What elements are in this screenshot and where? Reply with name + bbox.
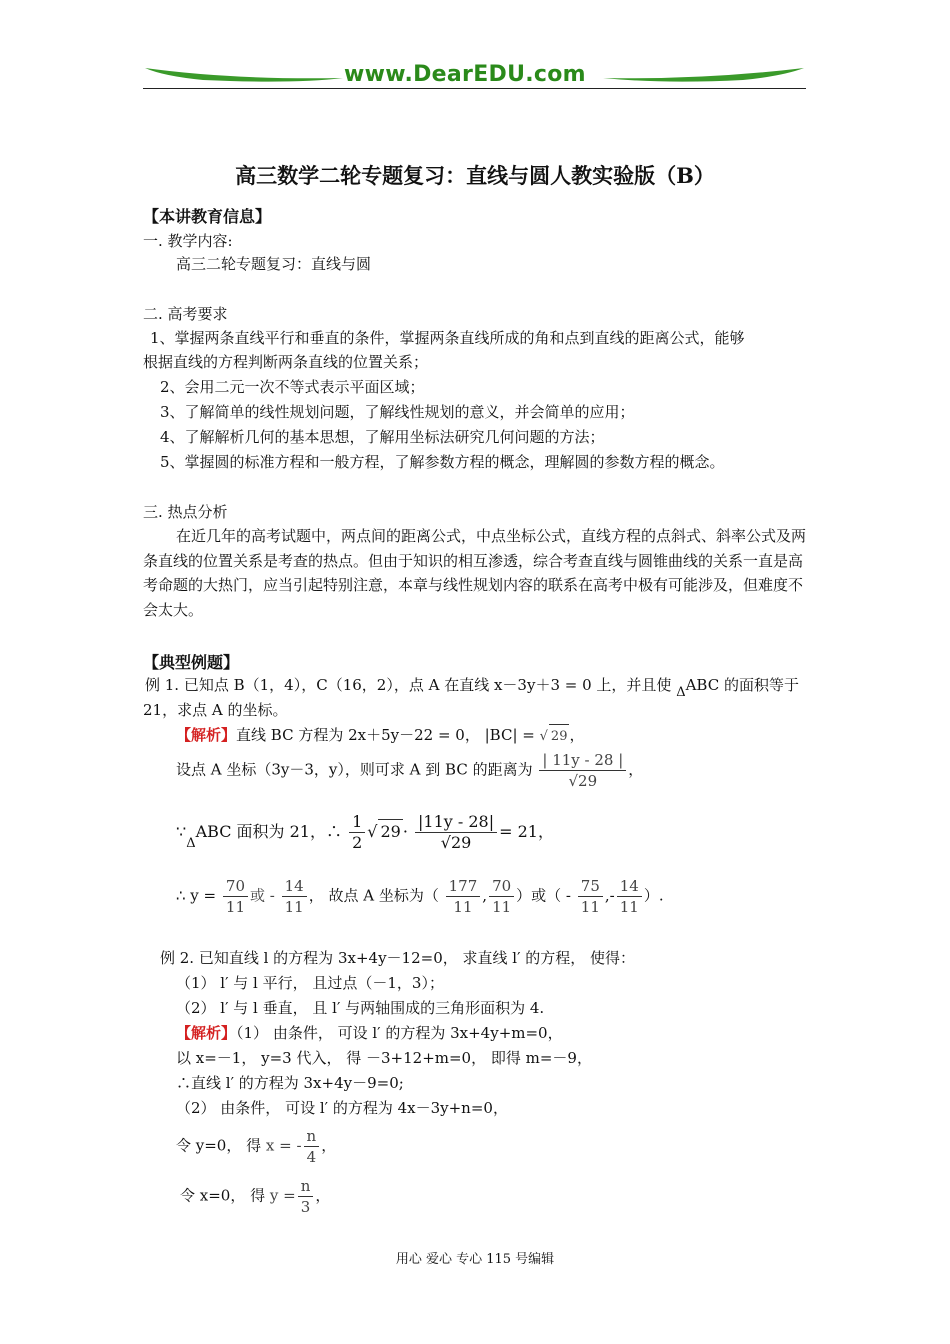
fraction-denominator: 11 bbox=[225, 898, 245, 916]
page-title: 高三数学二轮专题复习：直线与圆人教实验版（B） bbox=[235, 163, 715, 188]
fraction-14-11-b bbox=[617, 876, 642, 917]
ex2-sol6-text: 令 x=0， 得 bbox=[180, 1186, 266, 1205]
fraction-14-11 bbox=[282, 876, 307, 917]
ex2-sol5-end: ， bbox=[321, 1136, 337, 1155]
fraction-denominator: 3 bbox=[300, 1198, 311, 1216]
ex2-sol5-text: 令 y=0， 得 bbox=[176, 1136, 262, 1155]
ex2-sol2: 以 x=－1， y=3 代入， 得 －3+12+m=0， 即得 m=－9， bbox=[176, 1049, 592, 1067]
ex1-sol4-end: ）. bbox=[643, 886, 664, 905]
solution-label-2: 【解析】 bbox=[176, 1024, 237, 1042]
half-fraction bbox=[349, 812, 365, 853]
ex1-area-fraction bbox=[415, 812, 497, 853]
ex1-sol3-end: = 21， bbox=[499, 822, 554, 841]
fraction-numerator: n bbox=[298, 1176, 314, 1197]
ex2-sol1 bbox=[176, 1021, 563, 1045]
ex1-line1b-text: ABC 的面积等于 bbox=[685, 676, 799, 694]
fraction-numerator: 177 bbox=[446, 876, 481, 897]
s2-item-5: 5、掌握圆的标准方程和一般方程，了解参数方程的概念，理解圆的参数方程的概念。 bbox=[160, 453, 725, 471]
fraction-denominator: 2 bbox=[352, 833, 363, 852]
fraction-denominator: 11 bbox=[284, 898, 304, 916]
fraction-denominator: 11 bbox=[492, 898, 512, 916]
ex2-sol3: ∴直线 l′ 的方程为 3x+4y－9=0; bbox=[176, 1074, 404, 1092]
ex1-sol4-mid: ， 故点 A 坐标为（ bbox=[308, 886, 439, 905]
ex2-sol5-lhs: x = - bbox=[265, 1136, 302, 1155]
ex1-sqrt29: 29 bbox=[549, 724, 570, 749]
s1-heading: 一. 教学内容: bbox=[143, 232, 233, 250]
ex1-sol4-lhs: ∴ y = bbox=[176, 886, 217, 905]
ex1-sol2-end: ， bbox=[628, 760, 644, 779]
ex1-line1 bbox=[145, 673, 799, 699]
fraction-70-11 bbox=[223, 876, 248, 917]
ex2-sol1-text: （1） 由条件， 可设 l′ 的方程为 3x+4y+m=0， bbox=[236, 1024, 563, 1042]
ex1-sqrt29-b: 29 bbox=[378, 819, 402, 844]
s2-item-1: 1、掌握两条直线平行和垂直的条件，掌握两条直线所成的角和点到直线的距离公式，能够 bbox=[150, 329, 745, 347]
ex2-sol4: （2） 由条件， 可设 l′ 的方程为 4x－3y+n=0， bbox=[176, 1099, 508, 1117]
fraction-177-11 bbox=[446, 876, 481, 917]
or-text: 或 - bbox=[250, 886, 275, 905]
header-rule bbox=[143, 88, 806, 89]
ex1-distance-fraction bbox=[539, 750, 626, 791]
ex1-sol3-text: ABC 面积为 21，∴ bbox=[195, 822, 342, 841]
page-footer: 用心 爱心 专心 115 号编辑 bbox=[395, 1252, 555, 1267]
ex1-sol3: $\because_\Delta ABC$ 面积为 21，∴ $\frac{1}{2}$ √ 29 · $\frac{|11y - 28|}{√29}$ = 21， bbox=[176, 812, 554, 852]
header-logo-text: www.DearEDU.com bbox=[344, 62, 586, 87]
fraction-70-11-b bbox=[489, 876, 514, 917]
ex2-sol6-end: ， bbox=[315, 1186, 331, 1205]
s1-body: 高三二轮专题复习：直线与圆 bbox=[176, 255, 372, 273]
s2-item-4: 4、了解解析几何的基本思想，了解用坐标法研究几何问题的方法； bbox=[160, 428, 605, 446]
ex1-line1-text: 例 1. 已知点 B（1，4），C（16，2），点 A 在直线 x－3y＋3 = 0 上，并且使 bbox=[145, 676, 672, 694]
delta-symbol-2: Δ bbox=[186, 836, 196, 851]
ex1-sol4: ∴ y = $\frac{70}{11}$ 或 - $\frac{14}{11}$ ， 故点 A 坐标为（ $\frac{177}{11}$ , $\frac{70}{11}$ ）或（ - $\frac{75}{11}$ ,- $\frac{14}{11}$ ）. bbox=[176, 877, 664, 916]
ex1-sol2-text: 设点 A 坐标（3y－3，y），则可求 A 到 BC 的距离为 bbox=[176, 760, 533, 779]
fraction-numerator: 70 bbox=[223, 876, 248, 897]
ex1-sol2 bbox=[176, 750, 643, 791]
fraction-denominator: 11 bbox=[580, 898, 600, 916]
fraction-numerator: 70 bbox=[489, 876, 514, 897]
fraction-75-11 bbox=[578, 876, 603, 917]
s3-body: 在近几年的高考试题中，两点间的距离公式，中点坐标公式，直线方程的点斜式、斜率公式及两条直线的位置关系是考查的热点。但由于知识的相互渗透，综合考查直线与圆锥曲线的关系一直是高考命题的大热门，应当引起特别注意，本章与线性规划内容的联系在高考中极有可能涉及，但难度不会太大。 bbox=[143, 527, 807, 619]
fraction-denominator: √29 bbox=[568, 772, 598, 790]
ex1-sol1-end: ， bbox=[569, 726, 585, 744]
examples-heading: 【典型例题】 bbox=[143, 653, 240, 672]
s2-item-1b: 根据直线的方程判断两条直线的位置关系； bbox=[143, 353, 429, 371]
ex2-sol5 bbox=[176, 1126, 336, 1167]
delta-symbol: Δ bbox=[676, 685, 686, 700]
s2-item-2: 2、会用二元一次不等式表示平面区域； bbox=[160, 378, 425, 396]
fraction-denominator: 11 bbox=[453, 898, 473, 916]
fraction-n-3 bbox=[298, 1176, 314, 1217]
ex1-sol1: 【解析】直线 BC 方程为 2x＋5y－22 = 0， |BC| = √ 29 ， bbox=[176, 723, 584, 749]
s3-heading: 三. 热点分析 bbox=[143, 503, 228, 521]
fraction-numerator: | 11y - 28 | bbox=[539, 750, 626, 771]
s2-heading: 二. 高考要求 bbox=[143, 305, 228, 323]
fraction-denominator: 11 bbox=[619, 898, 639, 916]
ex2-line1: 例 2. 已知直线 l 的方程为 3x+4y－12=0， 求直线 l′ 的方程， 使得： bbox=[160, 949, 636, 967]
ex2-sol6-lhs: y = bbox=[269, 1186, 296, 1205]
fraction-numerator: 75 bbox=[578, 876, 603, 897]
ex1-sol1-text: 直线 BC 方程为 2x＋5y－22 = 0， |BC| = bbox=[236, 726, 540, 744]
ex1-sol4-or2: ）或（ - bbox=[516, 886, 571, 905]
s2-item-3: 3、了解简单的线性规划问题，了解线性规划的意义，并会简单的应用； bbox=[160, 403, 635, 421]
ex2-cond1: （1） l′ 与 l 平行， 且过点（－1，3）； bbox=[176, 974, 444, 992]
fraction-numerator: 1 bbox=[349, 812, 365, 833]
fraction-numerator: 14 bbox=[282, 876, 307, 897]
fraction-numerator: |11y - 28| bbox=[415, 812, 497, 833]
because-symbol: ∵ bbox=[176, 822, 187, 841]
solution-label: 【解析】 bbox=[176, 726, 237, 744]
ex2-cond2: （2） l′ 与 l 垂直， 且 l′ 与两轴围成的三角形面积为 4. bbox=[176, 999, 545, 1017]
fraction-n-4 bbox=[304, 1126, 320, 1167]
ex1-line2: 21，求点 A 的坐标。 bbox=[143, 701, 288, 719]
fraction-denominator: √29 bbox=[440, 833, 472, 852]
fraction-numerator: n bbox=[304, 1126, 320, 1147]
info-heading: 【本讲教育信息】 bbox=[143, 207, 272, 226]
fraction-numerator: 14 bbox=[617, 876, 642, 897]
ex2-sol6 bbox=[180, 1176, 330, 1217]
fraction-denominator: 4 bbox=[306, 1148, 317, 1166]
